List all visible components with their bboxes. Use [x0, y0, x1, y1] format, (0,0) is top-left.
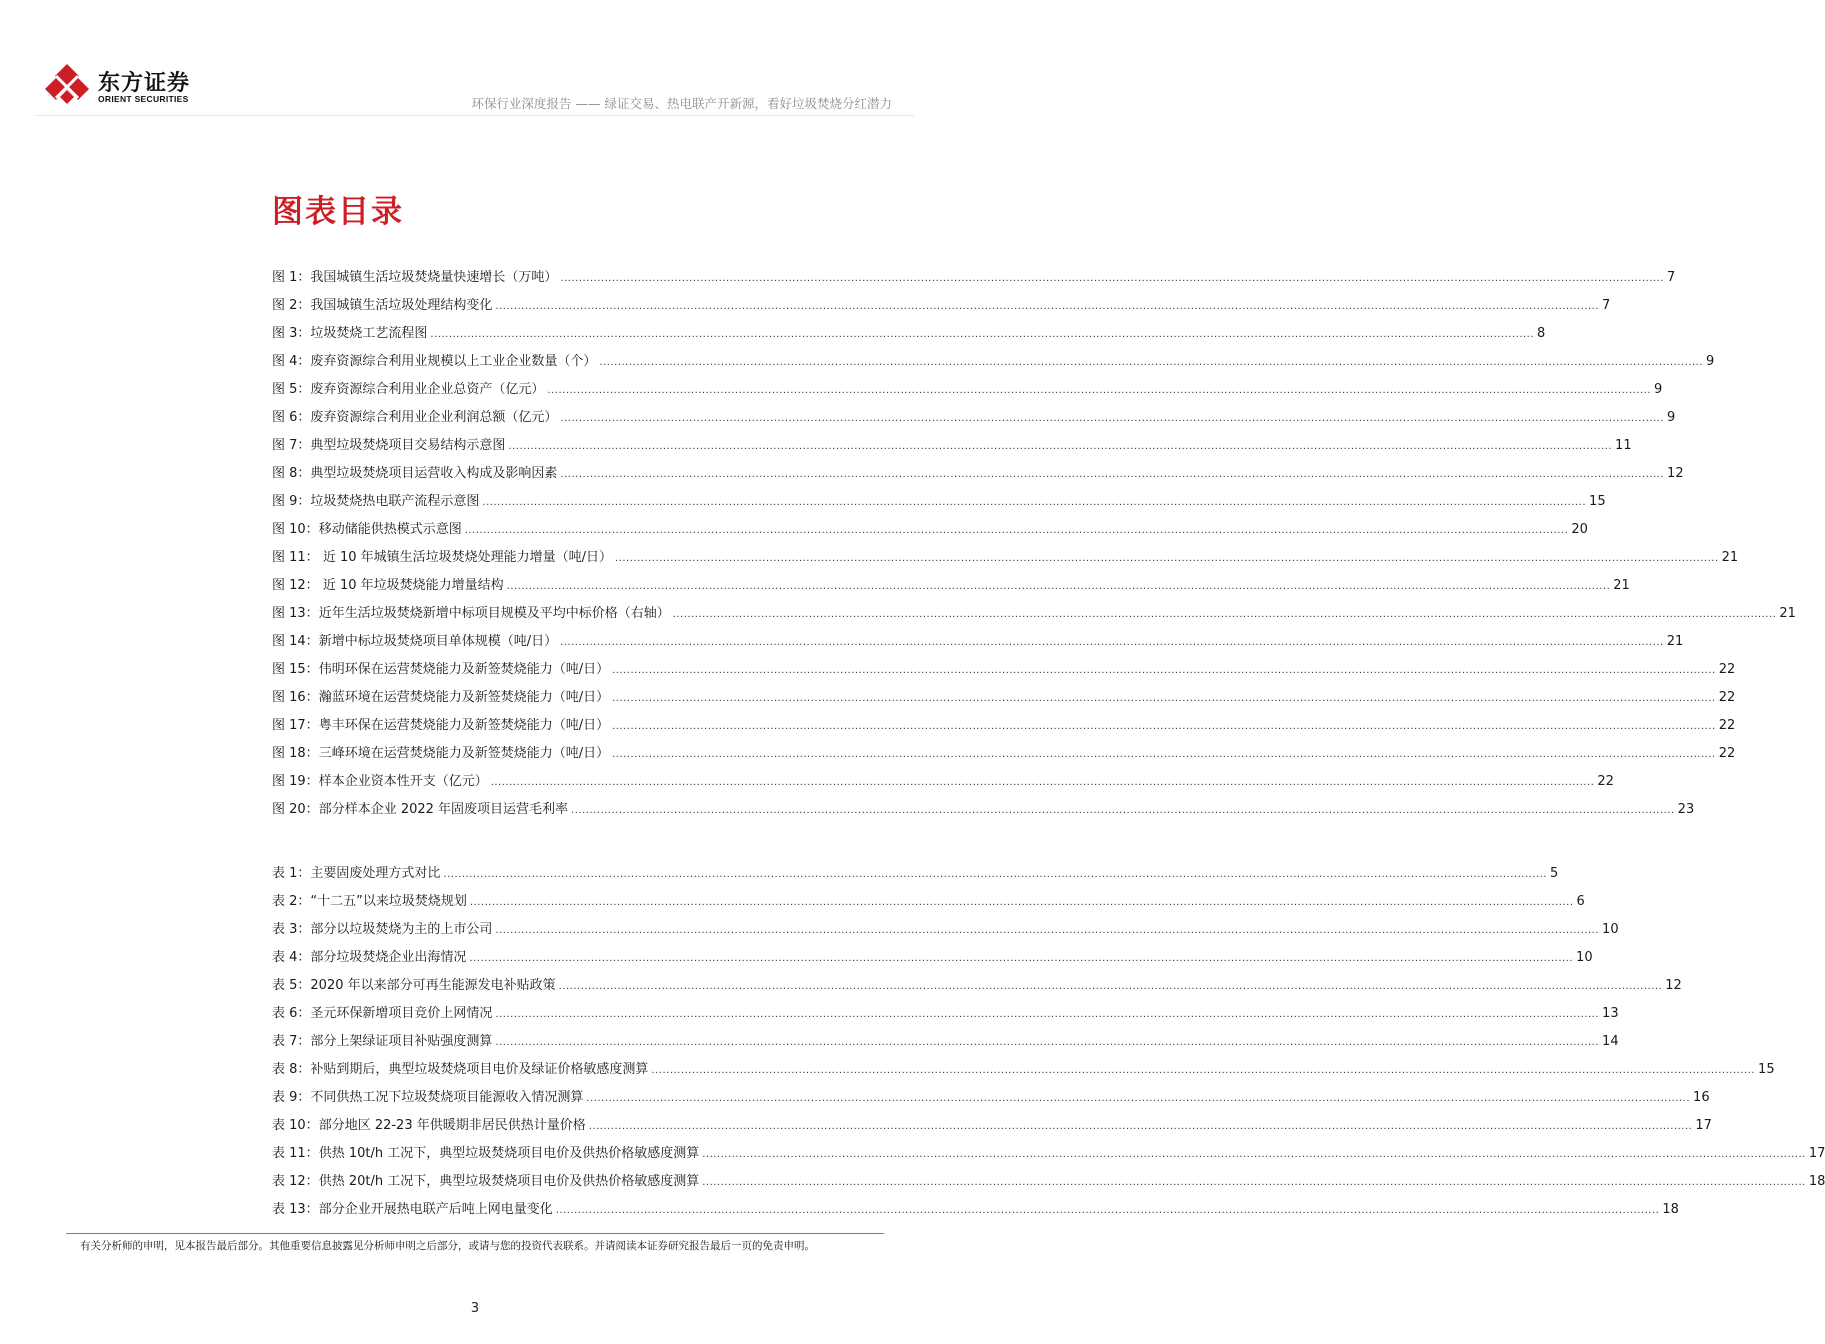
toc-entry-label: 表 11： — [272, 1146, 319, 1161]
toc-dot-leader: ............................................................................................................................................................................................................................................................................................................ — [547, 385, 1652, 396]
table-toc-entry[interactable] — [272, 1196, 1679, 1224]
table-toc-entry[interactable] — [272, 1028, 1619, 1056]
toc-page-number: 11 — [1615, 438, 1632, 453]
toc-dot-leader: ............................................................................................................................................................................................................................................................................................................ — [586, 1093, 1691, 1104]
toc-entry-label: 表 3： — [272, 922, 311, 937]
toc-dot-leader: ............................................................................................................................................................................................................................................................................................................ — [508, 441, 1613, 452]
toc-entry-title: “十二五”以来垃圾焚烧规划 — [310, 894, 467, 909]
toc-entry-title: 2020 年以来部分可再生能源发电补贴政策 — [310, 978, 556, 993]
figure-toc-entry[interactable] — [272, 740, 1736, 768]
toc-entry-label: 表 9： — [272, 1090, 311, 1105]
toc-dot-leader: ............................................................................................................................................................................................................................................................................................................ — [490, 777, 1595, 788]
figure-toc-entry[interactable] — [272, 572, 1630, 600]
company-logo — [44, 62, 204, 110]
toc-entry-label: 图 4： — [272, 354, 311, 369]
toc-entry-title: 新增中标垃圾焚烧项目单体规模（吨/日） — [318, 634, 558, 649]
toc-dot-leader: ............................................................................................................................................................................................................................................................................................................ — [651, 1065, 1756, 1076]
toc-page-number: 7 — [1602, 298, 1611, 313]
toc-dot-leader: ............................................................................................................................................................................................................................................................................................................ — [612, 721, 1716, 732]
toc-entry-label: 表 6： — [272, 1006, 311, 1021]
figure-toc-entry[interactable] — [272, 656, 1736, 684]
toc-page-number: 6 — [1576, 894, 1585, 909]
toc-entry-label: 图 2： — [272, 298, 311, 313]
toc-entry-label: 图 7： — [272, 438, 311, 453]
toc-entry-title: 粤丰环保在运营焚烧能力及新签焚烧能力（吨/日） — [318, 718, 610, 733]
figure-toc-entry[interactable] — [272, 628, 1684, 656]
toc-entry-title: 主要固废处理方式对比 — [310, 866, 441, 881]
toc-entry-label: 表 5： — [272, 978, 311, 993]
toc-entry-label: 表 8： — [272, 1062, 311, 1077]
figure-toc-entry[interactable] — [272, 264, 1676, 292]
toc-entry-label: 图 10： — [272, 522, 319, 537]
toc-page-number: 22 — [1597, 774, 1614, 789]
toc-entry-label: 图 3： — [272, 326, 311, 341]
table-toc-entry[interactable] — [272, 888, 1585, 916]
toc-page-number: 12 — [1667, 466, 1684, 481]
toc-page-number: 7 — [1667, 270, 1676, 285]
toc-entry-title: 补贴到期后，典型垃圾焚烧项目电价及绿证价格敏感度测算 — [310, 1062, 649, 1077]
toc-page-number: 18 — [1662, 1202, 1679, 1217]
toc-dot-leader: ............................................................................................................................................................................................................................................................................................................ — [560, 273, 1665, 284]
toc-entry-label: 图 14： — [272, 634, 319, 649]
toc-dot-leader: ............................................................................................................................................................................................................................................................................................................ — [443, 869, 1548, 880]
toc-page-number: 16 — [1693, 1090, 1710, 1105]
toc-entry-label: 表 1： — [272, 866, 311, 881]
table-toc-entry[interactable] — [272, 860, 1559, 888]
toc-entry-title: 部分样本企业 2022 年固废项目运营毛利率 — [318, 802, 569, 817]
toc-entry-label: 表 7： — [272, 1034, 311, 1049]
toc-dot-leader: ............................................................................................................................................................................................................................................................................................................ — [560, 413, 1665, 424]
toc-entry-label: 图 17： — [272, 718, 319, 733]
toc-dot-leader: ............................................................................................................................................................................................................................................................................................................ — [469, 897, 1574, 908]
toc-dot-leader: ............................................................................................................................................................................................................................................................................................................ — [495, 1009, 1600, 1020]
toc-dot-leader: ............................................................................................................................................................................................................................................................................................................ — [555, 1205, 1660, 1216]
toc-page-number: 8 — [1537, 326, 1546, 341]
toc-entry-title: 典型垃圾焚烧项目交易结构示意图 — [310, 438, 506, 453]
toc-entry-label: 图 8： — [272, 466, 311, 481]
toc-page-number: 23 — [1677, 802, 1695, 817]
toc-dot-leader: ............................................................................................................................................................................................................................................................................................................ — [612, 665, 1716, 676]
toc-entry-label: 表 12： — [272, 1174, 319, 1189]
toc-page-number: 5 — [1550, 866, 1559, 881]
toc-page-number: 22 — [1718, 690, 1736, 705]
toc-dot-leader: ............................................................................................................................................................................................................................................................................................................ — [560, 637, 1664, 648]
toc-dot-leader: ............................................................................................................................................................................................................................................................................................................ — [612, 749, 1716, 760]
toc-entry-title: 我国城镇生活垃圾焚烧量快速增长（万吨） — [310, 270, 558, 285]
toc-dot-leader: ............................................................................................................................................................................................................................................................................................................ — [571, 805, 1675, 816]
figure-toc-entry[interactable] — [272, 544, 1739, 572]
toc-entry-label: 图 13： — [272, 606, 319, 621]
toc-entry-title: 伟明环保在运营焚烧能力及新签焚烧能力（吨/日） — [318, 662, 610, 677]
toc-page-number: 13 — [1602, 1006, 1619, 1021]
toc-entry-title: 不同供热工况下垃圾焚烧项目能源收入情况测算 — [310, 1090, 584, 1105]
report-title: 环保行业深度报告 —— 绿证交易、热电联产开新源，看好垃圾焚烧分红潜力 — [471, 96, 892, 111]
figure-toc-entry[interactable] — [272, 320, 1546, 348]
toc-entry-label: 图 15： — [272, 662, 319, 677]
figure-list — [272, 264, 1796, 824]
figure-toc-entry[interactable] — [272, 516, 1588, 544]
toc-entry-label: 图 20： — [272, 802, 319, 817]
toc-dot-leader: ............................................................................................................................................................................................................................................................................................................ — [430, 329, 1535, 340]
toc-entry-label: 图 16： — [272, 690, 319, 705]
toc-dot-leader: ............................................................................................................................................................................................................................................................................................................ — [558, 981, 1663, 992]
figure-toc-entry[interactable] — [272, 460, 1684, 488]
toc-entry-label: 图 5： — [272, 382, 311, 397]
toc-page-number: 17 — [1808, 1146, 1825, 1161]
toc-entry-title: 圣元环保新增项目竞价上网情况 — [310, 1006, 493, 1021]
toc-entry-title: 垃圾焚烧工艺流程图 — [310, 326, 428, 341]
toc-entry-title: 废弃资源综合利用业企业总资产（亿元） — [310, 382, 545, 397]
toc-entry-label: 图 9： — [272, 494, 311, 509]
toc-entry-label: 表 10： — [272, 1118, 319, 1133]
figure-toc-entry[interactable] — [272, 600, 1796, 628]
toc-entry-title: 近 10 年城镇生活垃圾焚烧处理能力增量（吨/日） — [318, 550, 613, 565]
toc-page-number: 20 — [1571, 522, 1588, 537]
toc-page-number: 17 — [1695, 1118, 1712, 1133]
figure-toc-entry[interactable] — [272, 348, 1715, 376]
figure-toc-entry[interactable] — [272, 796, 1695, 824]
toc-entry-title: 部分垃圾焚烧企业出海情况 — [310, 950, 467, 965]
toc-entry-title: 瀚蓝环境在运营焚烧能力及新签焚烧能力（吨/日） — [318, 690, 610, 705]
toc-entry-title: 样本企业资本性开支（亿元） — [318, 774, 488, 789]
toc-entry-title: 部分以垃圾焚烧为主的上市公司 — [310, 922, 493, 937]
toc-entry-title: 近年生活垃圾焚烧新增中标项目规模及平均中标价格（右轴） — [318, 606, 670, 621]
toc-dot-leader: ............................................................................................................................................................................................................................................................................................................ — [672, 609, 1777, 620]
figure-toc-entry[interactable] — [272, 768, 1614, 796]
toc-dot-leader: ............................................................................................................................................................................................................................................................................................................ — [702, 1177, 1806, 1188]
toc-dot-leader: ............................................................................................................................................................................................................................................................................................................ — [599, 357, 1704, 368]
figure-toc-entry[interactable] — [272, 376, 1663, 404]
figure-toc-entry[interactable] — [272, 404, 1676, 432]
header-divider — [36, 115, 914, 116]
toc-entry-title: 供热 10t/h 工况下，典型垃圾焚烧项目电价及供热价格敏感度测算 — [318, 1146, 700, 1161]
figure-toc-entry[interactable] — [272, 488, 1606, 516]
toc-entry-label: 图 11： — [272, 550, 319, 565]
toc-entry-label: 表 4： — [272, 950, 311, 965]
toc-page-number: 12 — [1665, 978, 1682, 993]
toc-entry-title: 供热 20t/h 工况下，典型垃圾焚烧项目电价及供热价格敏感度测算 — [318, 1174, 700, 1189]
toc-page-number: 9 — [1706, 354, 1715, 369]
table-toc-entry[interactable] — [272, 1000, 1619, 1028]
toc-dot-leader: ............................................................................................................................................................................................................................................................................................................ — [612, 693, 1716, 704]
toc-dot-leader: ............................................................................................................................................................................................................................................................................................................ — [495, 925, 1600, 936]
page-title: 图表目录 — [272, 194, 404, 230]
toc-entry-title: 三峰环境在运营焚烧能力及新签焚烧能力（吨/日） — [318, 746, 610, 761]
logo-english-name: ORIENT SECURITIES — [98, 94, 189, 104]
toc-entry-label: 图 18： — [272, 746, 319, 761]
toc-dot-leader: ............................................................................................................................................................................................................................................................................................................ — [495, 301, 1600, 312]
toc-page-number: 22 — [1718, 746, 1736, 761]
table-toc-entry[interactable] — [272, 916, 1619, 944]
table-toc-entry[interactable] — [272, 1112, 1712, 1140]
toc-entry-title: 近 10 年垃圾焚烧能力增量结构 — [318, 578, 504, 593]
figure-toc-entry[interactable] — [272, 432, 1632, 460]
toc-page-number: 21 — [1779, 606, 1796, 621]
toc-page-number: 9 — [1654, 382, 1663, 397]
toc-page-number: 10 — [1576, 950, 1593, 965]
toc-page-number: 22 — [1718, 718, 1736, 733]
toc-dot-leader: ............................................................................................................................................................................................................................................................................................................ — [464, 525, 1569, 536]
toc-page-number: 10 — [1602, 922, 1619, 937]
disclaimer-text: 有关分析师的申明，见本报告最后部分。其他重要信息披露见分析师申明之后部分，或请与您的投资代表联系。并请阅读本证券研究报告最后一页的免责申明。 — [80, 1240, 815, 1252]
logo-chinese-name: 东方证券 — [98, 71, 191, 96]
figure-toc-entry[interactable] — [272, 712, 1736, 740]
toc-dot-leader: ............................................................................................................................................................................................................................................................................................................ — [482, 497, 1587, 508]
toc-dot-leader: ............................................................................................................................................................................................................................................................................................................ — [615, 553, 1719, 564]
toc-entry-title: 部分企业开展热电联产后吨上网电量变化 — [318, 1202, 553, 1217]
toc-entry-label: 图 19： — [272, 774, 319, 789]
toc-page-number: 21 — [1721, 550, 1739, 565]
toc-entry-title: 垃圾焚烧热电联产流程示意图 — [310, 494, 480, 509]
toc-dot-leader: ............................................................................................................................................................................................................................................................................................................ — [702, 1149, 1806, 1160]
toc-entry-title: 废弃资源综合利用业规模以上工业企业数量（个） — [310, 354, 597, 369]
toc-entry-label: 表 13： — [272, 1202, 319, 1217]
toc-entry-title: 典型垃圾焚烧项目运营收入构成及影响因素 — [310, 466, 558, 481]
toc-dot-leader: ............................................................................................................................................................................................................................................................................................................ — [588, 1121, 1693, 1132]
toc-page-number: 21 — [1613, 578, 1630, 593]
toc-entry-title: 移动储能供热模式示意图 — [318, 522, 462, 537]
orient-logo-icon — [44, 62, 90, 106]
toc-page-number: 9 — [1667, 410, 1676, 425]
toc-entry-title: 部分上架绿证项目补贴强度测算 — [310, 1034, 493, 1049]
toc-entry-label: 图 12： — [272, 578, 319, 593]
toc-entry-title: 部分地区 22-23 年供暖期非居民供热计量价格 — [318, 1118, 586, 1133]
toc-dot-leader: ............................................................................................................................................................................................................................................................................................................ — [560, 469, 1665, 480]
toc-page-number: 22 — [1718, 662, 1736, 677]
table-toc-entry[interactable] — [272, 1140, 1825, 1168]
figure-toc-entry[interactable] — [272, 684, 1736, 712]
table-toc-entry[interactable] — [272, 972, 1682, 1000]
toc-entry-label: 表 2： — [272, 894, 311, 909]
figure-toc-entry[interactable] — [272, 292, 1611, 320]
footer-divider — [66, 1233, 884, 1234]
toc-page-number: 18 — [1808, 1174, 1825, 1189]
toc-dot-leader: ............................................................................................................................................................................................................................................................................................................ — [495, 1037, 1600, 1048]
table-list — [272, 860, 1825, 1224]
toc-entry-title: 我国城镇生活垃圾处理结构变化 — [310, 298, 493, 313]
page-number: 3 — [470, 1301, 480, 1316]
toc-dot-leader: ............................................................................................................................................................................................................................................................................................................ — [506, 581, 1611, 592]
toc-page-number: 15 — [1758, 1062, 1775, 1077]
table-toc-entry[interactable] — [272, 1084, 1710, 1112]
toc-page-number: 21 — [1666, 634, 1684, 649]
table-toc-entry[interactable] — [272, 1056, 1775, 1084]
table-toc-entry[interactable] — [272, 1168, 1825, 1196]
toc-entry-label: 图 1： — [272, 270, 311, 285]
toc-page-number: 14 — [1602, 1034, 1619, 1049]
table-toc-entry[interactable] — [272, 944, 1593, 972]
toc-page-number: 15 — [1589, 494, 1606, 509]
toc-entry-title: 废弃资源综合利用业企业利润总额（亿元） — [310, 410, 558, 425]
toc-entry-label: 图 6： — [272, 410, 311, 425]
toc-dot-leader: ............................................................................................................................................................................................................................................................................................................ — [469, 953, 1574, 964]
